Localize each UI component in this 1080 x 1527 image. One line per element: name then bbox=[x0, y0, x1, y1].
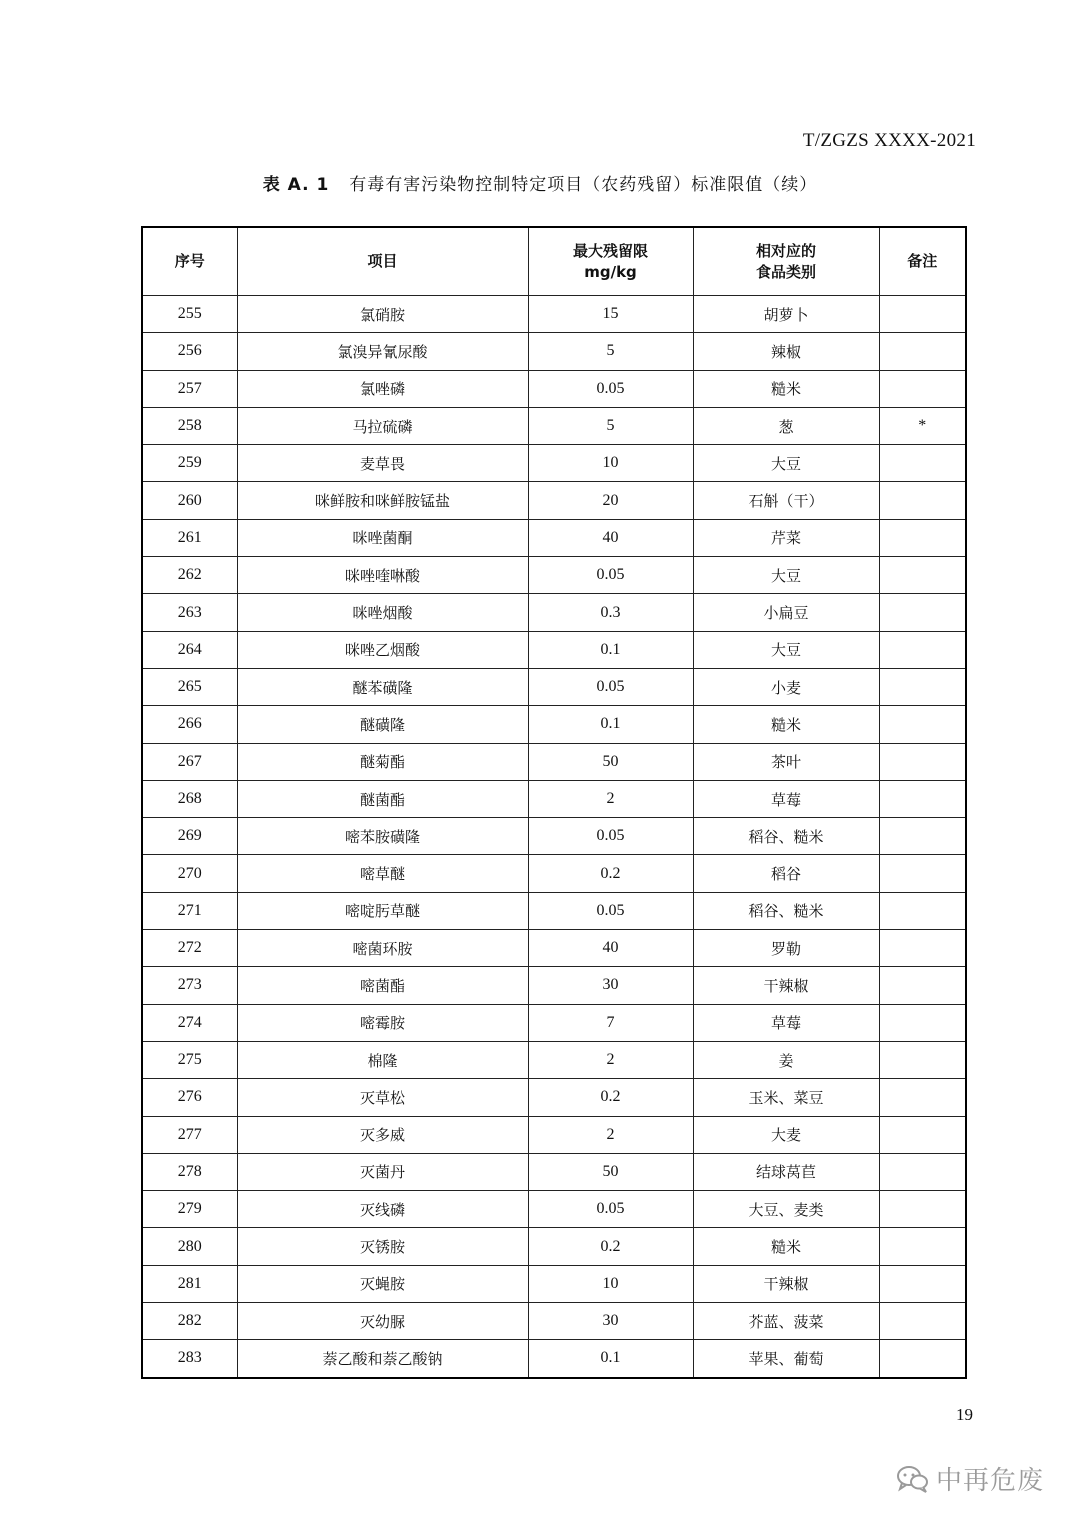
cell-mrl: 0.2 bbox=[528, 855, 693, 892]
cell-mrl: 0.05 bbox=[528, 818, 693, 855]
table-row bbox=[142, 930, 966, 967]
table-row bbox=[142, 780, 966, 817]
cell-food: 罗勒 bbox=[693, 930, 879, 967]
cell-item: 氯硝胺 bbox=[237, 296, 528, 333]
cell-item: 醚菊酯 bbox=[237, 743, 528, 780]
cell-note bbox=[879, 818, 966, 855]
cell-item: 醚苯磺隆 bbox=[237, 668, 528, 705]
cell-food: 胡萝卜 bbox=[693, 296, 879, 333]
cell-note bbox=[879, 967, 966, 1004]
cell-mrl: 0.1 bbox=[528, 1340, 693, 1378]
table-row bbox=[142, 1340, 966, 1378]
cell-note bbox=[879, 1116, 966, 1153]
cell-food: 大豆 bbox=[693, 445, 879, 482]
cell-note bbox=[879, 519, 966, 556]
table-row bbox=[142, 1041, 966, 1078]
table-row bbox=[142, 1303, 966, 1340]
cell-note bbox=[879, 370, 966, 407]
cell-mrl: 20 bbox=[528, 482, 693, 519]
cell-food: 大豆 bbox=[693, 631, 879, 668]
cell-seq: 264 bbox=[142, 631, 237, 668]
cell-item: 咪唑喹啉酸 bbox=[237, 557, 528, 594]
cell-item: 氯溴异氰尿酸 bbox=[237, 333, 528, 370]
cell-item: 灭多威 bbox=[237, 1116, 528, 1153]
cell-mrl: 40 bbox=[528, 519, 693, 556]
cell-seq: 272 bbox=[142, 930, 237, 967]
table-row bbox=[142, 594, 966, 631]
watermark bbox=[896, 1460, 1044, 1497]
cell-item: 嘧草醚 bbox=[237, 855, 528, 892]
table-row bbox=[142, 668, 966, 705]
cell-item: 棉隆 bbox=[237, 1041, 528, 1078]
cell-mrl: 10 bbox=[528, 445, 693, 482]
cell-note bbox=[879, 557, 966, 594]
cell-mrl: 0.05 bbox=[528, 892, 693, 929]
cell-food: 草莓 bbox=[693, 780, 879, 817]
cell-note bbox=[879, 1079, 966, 1116]
cell-food: 糙米 bbox=[693, 706, 879, 743]
cell-mrl: 50 bbox=[528, 743, 693, 780]
cell-mrl: 5 bbox=[528, 407, 693, 444]
cell-note bbox=[879, 1265, 966, 1302]
table-row bbox=[142, 967, 966, 1004]
table-row bbox=[142, 482, 966, 519]
table-row bbox=[142, 407, 966, 444]
cell-seq: 261 bbox=[142, 519, 237, 556]
cell-item: 嘧菌酯 bbox=[237, 967, 528, 1004]
header-mrl bbox=[528, 227, 693, 296]
cell-note bbox=[879, 668, 966, 705]
cell-item: 嘧苯胺磺隆 bbox=[237, 818, 528, 855]
cell-seq: 257 bbox=[142, 370, 237, 407]
cell-note bbox=[879, 706, 966, 743]
cell-note bbox=[879, 1041, 966, 1078]
table-row bbox=[142, 631, 966, 668]
cell-food: 苹果、葡萄 bbox=[693, 1340, 879, 1378]
cell-seq: 270 bbox=[142, 855, 237, 892]
table-row bbox=[142, 1079, 966, 1116]
cell-mrl: 0.05 bbox=[528, 557, 693, 594]
cell-food: 小麦 bbox=[693, 668, 879, 705]
table-number: 表 A. 1 bbox=[262, 175, 330, 195]
cell-seq: 269 bbox=[142, 818, 237, 855]
table-title bbox=[0, 170, 1080, 195]
cell-item: 灭草松 bbox=[237, 1079, 528, 1116]
cell-food: 干辣椒 bbox=[693, 967, 879, 1004]
cell-item: 氯唑磷 bbox=[237, 370, 528, 407]
cell-item: 萘乙酸和萘乙酸钠 bbox=[237, 1340, 528, 1378]
cell-food: 稻谷 bbox=[693, 855, 879, 892]
document-code: T/ZGZS XXXX-2021 bbox=[802, 130, 976, 151]
cell-mrl: 0.05 bbox=[528, 1191, 693, 1228]
header-seq: 序号 bbox=[142, 227, 237, 296]
cell-note bbox=[879, 631, 966, 668]
cell-seq: 275 bbox=[142, 1041, 237, 1078]
cell-note bbox=[879, 296, 966, 333]
table-row bbox=[142, 743, 966, 780]
cell-item: 马拉硫磷 bbox=[237, 407, 528, 444]
table-row bbox=[142, 1116, 966, 1153]
cell-seq: 262 bbox=[142, 557, 237, 594]
cell-seq: 274 bbox=[142, 1004, 237, 1041]
cell-note bbox=[879, 743, 966, 780]
cell-item: 灭菌丹 bbox=[237, 1153, 528, 1190]
cell-note bbox=[879, 930, 966, 967]
cell-seq: 281 bbox=[142, 1265, 237, 1302]
table-row bbox=[142, 1153, 966, 1190]
cell-seq: 271 bbox=[142, 892, 237, 929]
cell-item: 灭幼脲 bbox=[237, 1303, 528, 1340]
header-mrl-line1: 最大残留限 bbox=[572, 241, 648, 260]
cell-note bbox=[879, 780, 966, 817]
cell-food: 姜 bbox=[693, 1041, 879, 1078]
cell-mrl: 30 bbox=[528, 967, 693, 1004]
cell-item: 灭锈胺 bbox=[237, 1228, 528, 1265]
cell-seq: 260 bbox=[142, 482, 237, 519]
cell-mrl: 0.1 bbox=[528, 706, 693, 743]
table-row bbox=[142, 370, 966, 407]
cell-food: 大麦 bbox=[693, 1116, 879, 1153]
cell-item: 灭蝇胺 bbox=[237, 1265, 528, 1302]
cell-item: 灭线磷 bbox=[237, 1191, 528, 1228]
header-note: 备注 bbox=[879, 227, 966, 296]
table-row bbox=[142, 333, 966, 370]
cell-mrl: 2 bbox=[528, 780, 693, 817]
table-row bbox=[142, 1191, 966, 1228]
cell-food: 芥蓝、菠菜 bbox=[693, 1303, 879, 1340]
cell-item: 咪唑乙烟酸 bbox=[237, 631, 528, 668]
table-row bbox=[142, 855, 966, 892]
cell-seq: 282 bbox=[142, 1303, 237, 1340]
table-row bbox=[142, 519, 966, 556]
cell-note bbox=[879, 892, 966, 929]
page-number: 19 bbox=[956, 1405, 973, 1424]
cell-food: 糙米 bbox=[693, 1228, 879, 1265]
cell-note bbox=[879, 445, 966, 482]
cell-item: 嘧菌环胺 bbox=[237, 930, 528, 967]
cell-item: 咪唑烟酸 bbox=[237, 594, 528, 631]
cell-seq: 280 bbox=[142, 1228, 237, 1265]
cell-food: 稻谷、糙米 bbox=[693, 892, 879, 929]
cell-item: 麦草畏 bbox=[237, 445, 528, 482]
cell-item: 嘧啶肟草醚 bbox=[237, 892, 528, 929]
cell-note bbox=[879, 594, 966, 631]
cell-mrl: 15 bbox=[528, 296, 693, 333]
cell-note bbox=[879, 1153, 966, 1190]
cell-mrl: 10 bbox=[528, 1265, 693, 1302]
pesticide-residue-table bbox=[141, 226, 967, 1379]
table-row bbox=[142, 445, 966, 482]
cell-food: 大豆、麦类 bbox=[693, 1191, 879, 1228]
cell-item: 醚磺隆 bbox=[237, 706, 528, 743]
cell-seq: 258 bbox=[142, 407, 237, 444]
cell-seq: 268 bbox=[142, 780, 237, 817]
cell-mrl: 2 bbox=[528, 1116, 693, 1153]
cell-seq: 273 bbox=[142, 967, 237, 1004]
cell-food: 茶叶 bbox=[693, 743, 879, 780]
cell-food: 石斛（干） bbox=[693, 482, 879, 519]
cell-seq: 278 bbox=[142, 1153, 237, 1190]
table-body bbox=[142, 296, 966, 1378]
cell-item: 咪唑菌酮 bbox=[237, 519, 528, 556]
cell-note: * bbox=[879, 407, 966, 444]
cell-food: 糙米 bbox=[693, 370, 879, 407]
header-item: 项目 bbox=[237, 227, 528, 296]
cell-seq: 255 bbox=[142, 296, 237, 333]
cell-mrl: 0.05 bbox=[528, 370, 693, 407]
cell-seq: 263 bbox=[142, 594, 237, 631]
header-food-line2: 食品类别 bbox=[755, 262, 816, 281]
cell-seq: 267 bbox=[142, 743, 237, 780]
cell-mrl: 50 bbox=[528, 1153, 693, 1190]
cell-seq: 283 bbox=[142, 1340, 237, 1378]
cell-food: 小扁豆 bbox=[693, 594, 879, 631]
cell-mrl: 0.3 bbox=[528, 594, 693, 631]
table-row bbox=[142, 1265, 966, 1302]
cell-mrl: 0.2 bbox=[528, 1228, 693, 1265]
cell-food: 辣椒 bbox=[693, 333, 879, 370]
wechat-icon bbox=[896, 1464, 930, 1494]
table-title-text: 有毒有害污染物控制特定项目（农药残留）标准限值（续） bbox=[349, 175, 818, 195]
cell-mrl: 0.05 bbox=[528, 668, 693, 705]
table-row bbox=[142, 1004, 966, 1041]
cell-item: 醚菌酯 bbox=[237, 780, 528, 817]
cell-mrl: 30 bbox=[528, 1303, 693, 1340]
cell-note bbox=[879, 1191, 966, 1228]
cell-food: 稻谷、糙米 bbox=[693, 818, 879, 855]
cell-food: 葱 bbox=[693, 407, 879, 444]
header-food bbox=[693, 227, 879, 296]
cell-note bbox=[879, 1004, 966, 1041]
cell-mrl: 7 bbox=[528, 1004, 693, 1041]
cell-item: 嘧霉胺 bbox=[237, 1004, 528, 1041]
table-row bbox=[142, 1228, 966, 1265]
cell-seq: 266 bbox=[142, 706, 237, 743]
table-row bbox=[142, 296, 966, 333]
table-row bbox=[142, 557, 966, 594]
cell-food: 芹菜 bbox=[693, 519, 879, 556]
cell-seq: 265 bbox=[142, 668, 237, 705]
table-header-row bbox=[142, 227, 966, 296]
cell-note bbox=[879, 333, 966, 370]
cell-seq: 256 bbox=[142, 333, 237, 370]
cell-item: 咪鲜胺和咪鲜胺锰盐 bbox=[237, 482, 528, 519]
cell-mrl: 0.1 bbox=[528, 631, 693, 668]
cell-seq: 279 bbox=[142, 1191, 237, 1228]
cell-note bbox=[879, 1228, 966, 1265]
cell-seq: 259 bbox=[142, 445, 237, 482]
cell-mrl: 2 bbox=[528, 1041, 693, 1078]
cell-mrl: 40 bbox=[528, 930, 693, 967]
cell-mrl: 0.2 bbox=[528, 1079, 693, 1116]
cell-note bbox=[879, 482, 966, 519]
cell-food: 干辣椒 bbox=[693, 1265, 879, 1302]
cell-note bbox=[879, 1340, 966, 1378]
cell-seq: 277 bbox=[142, 1116, 237, 1153]
header-mrl-unit: mg/kg bbox=[584, 262, 637, 281]
cell-food: 大豆 bbox=[693, 557, 879, 594]
cell-seq: 276 bbox=[142, 1079, 237, 1116]
table-row bbox=[142, 892, 966, 929]
cell-note bbox=[879, 855, 966, 892]
header-food-line1: 相对应的 bbox=[755, 241, 816, 260]
watermark-text: 中再危废 bbox=[935, 1466, 1044, 1496]
cell-mrl: 5 bbox=[528, 333, 693, 370]
table-row bbox=[142, 706, 966, 743]
cell-food: 玉米、菜豆 bbox=[693, 1079, 879, 1116]
cell-food: 草莓 bbox=[693, 1004, 879, 1041]
cell-food: 结球莴苣 bbox=[693, 1153, 879, 1190]
table-row bbox=[142, 818, 966, 855]
cell-note bbox=[879, 1303, 966, 1340]
